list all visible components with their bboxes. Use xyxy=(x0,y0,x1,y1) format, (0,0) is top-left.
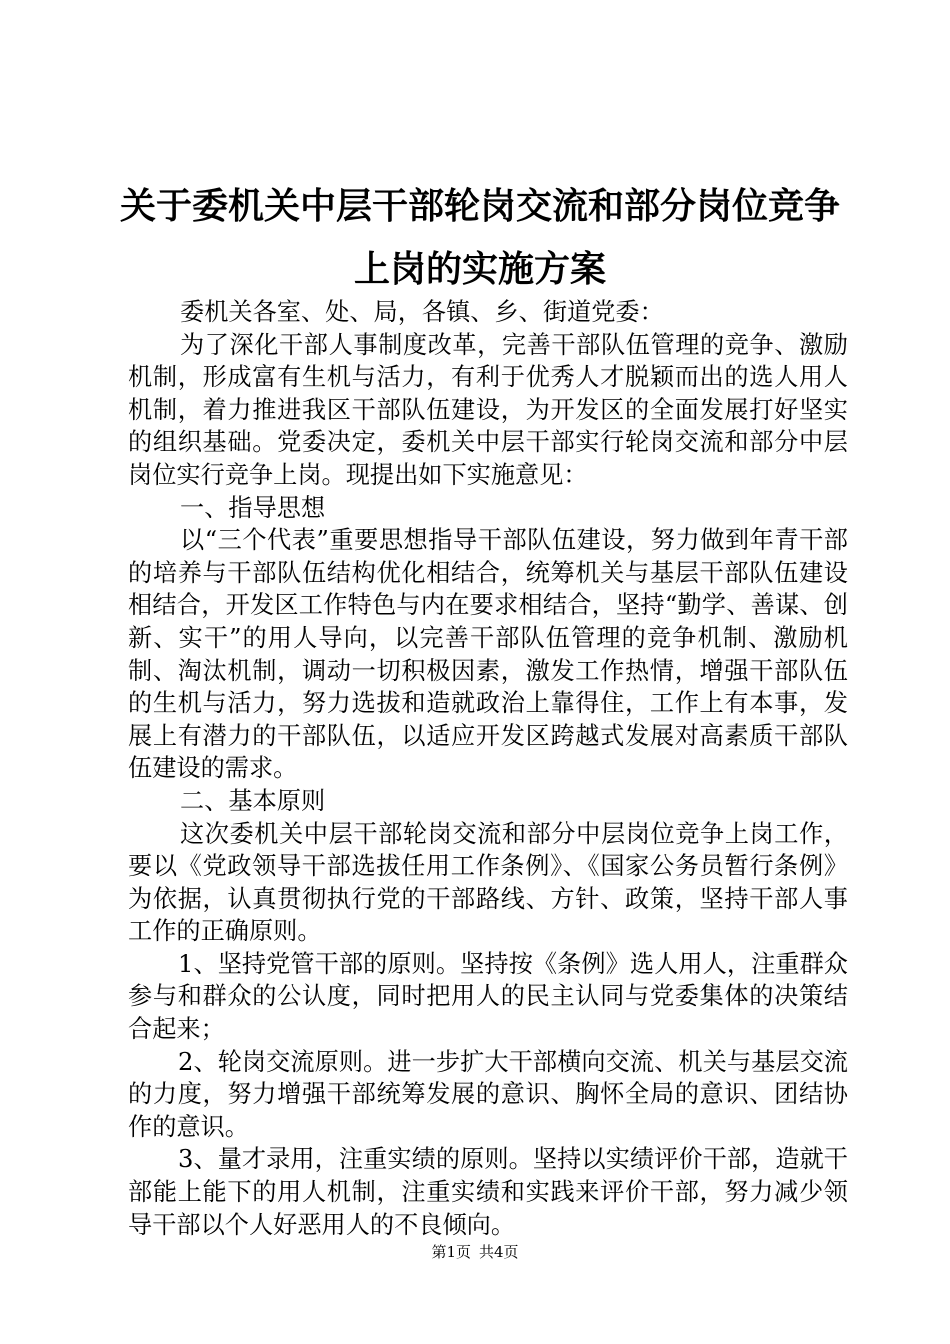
page-number-current: 第1页 xyxy=(431,1243,471,1261)
page-footer xyxy=(0,1242,950,1262)
section-heading-guiding-ideology: 一、指导思想 xyxy=(180,493,326,522)
section-body-basic-principles: 这次委机关中层干部轮岗交流和部分中层岗位竞争上岗工作，要以《党政领导干部选拔任用工作条例》、《国家公务员暂行条例》为依据，认真贯彻执行党的干部路线、方针、政策，坚持干部人事工作的正确原则。 xyxy=(128,819,848,946)
principle-item: 3、量才录用，注重实绩的原则。坚持以实绩评价干部，造就干部能上能下的用人机制，注重实绩和实践来评价干部，努力减少领导干部以个人好恶用人的不良倾向。 xyxy=(128,1145,848,1239)
page-number-total: 共4页 xyxy=(479,1243,519,1261)
document-body xyxy=(128,296,848,1241)
section-body-guiding-ideology: 以“三个代表”重要思想指导干部队伍建设，努力做到年青干部的培养与干部队伍结构优化相结合，统筹机关与基层干部队伍建设相结合，开发区工作特色与内在要求相结合，坚持“勤学、善谋、创新、实干”的用人导向，以完善干部队伍管理的竞争机制、激励机制、淘汰机制，调动一切积极因素，激发工作热情，增强干部队伍的生机与活力，努力选拔和造就政治上靠得住，工作上有本事，发展上有潜力的干部队伍，以适应开发区跨越式发展对高素质干部队伍建设的需求。 xyxy=(128,526,848,783)
title-line-2: 上岗的实施方案 xyxy=(353,249,606,290)
salutation: 委机关各室、处、局，各镇、乡、街道党委： xyxy=(180,298,664,326)
title-line-1: 关于委机关中层干部轮岗交流和部分岗位竞争 xyxy=(119,186,840,227)
intro-paragraph: 为了深化干部人事制度改革，完善干部队伍管理的竞争、激励机制，形成富有生机与活力，有利于优秀人才脱颖而出的选人用人机制，着力推进我区干部队伍建设，为开发区的全面发展打好坚实的组织基础。党委决定，委机关中层干部实行轮岗交流和部分中层岗位实行竞争上岗。现提出如下实施意见： xyxy=(128,330,848,489)
section-heading-basic-principles: 二、基本原则 xyxy=(180,786,326,815)
principle-item: 1、坚持党管干部的原则。坚持按《条例》选人用人，注重群众参与和群众的公认度，同时把用人的民主认同与党委集体的决策结合起来； xyxy=(128,949,848,1044)
document-title xyxy=(110,183,850,294)
principle-item: 2、轮岗交流原则。进一步扩大干部横向交流、机关与基层交流的力度，努力增强干部统筹发展的意识、胸怀全局的意识、团结协作的意识。 xyxy=(128,1047,848,1141)
